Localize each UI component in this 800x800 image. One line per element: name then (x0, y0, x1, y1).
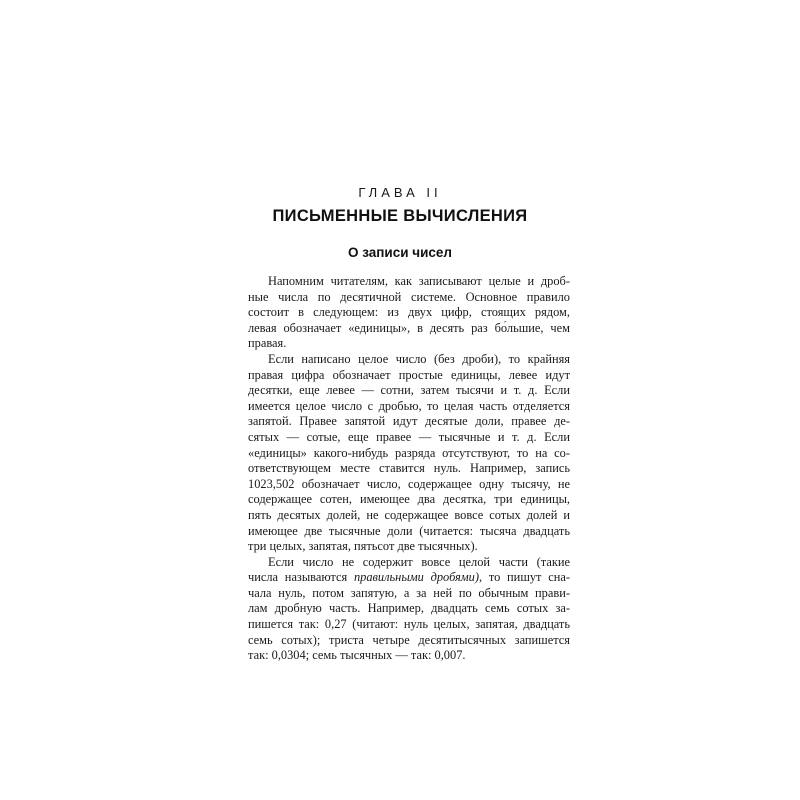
text-line: пять десятых долей, не содержащее вовсе сотых долей и (248, 507, 570, 522)
italic-term: правильными дробями) (353, 570, 479, 585)
paragraph-1 (228, 274, 570, 352)
text-line: так: 0,0304; семь тысячных — так: 0,007. (248, 648, 466, 663)
paragraph-3 (228, 555, 570, 664)
text-line: правая. (248, 336, 287, 351)
chapter-label: ГЛАВА II (358, 185, 442, 200)
text-line: лам дробную часть. Например, двадцать семь сотых за- (248, 601, 570, 616)
text-line: левая обозначает «единицы», в десять раз бо́льшие, чем (248, 320, 570, 335)
body-text (228, 274, 570, 664)
text-line: чала нуль, потом запятую, а за ней по обычным прави- (248, 585, 570, 600)
text-line: запятой. Правее запятой идут десятые доли, правее де- (248, 414, 570, 429)
text-line: десятки, еще левее — сотни, затем тысячи и т. д. Если (248, 383, 570, 398)
text-line: ные числа по десятичной системе. Основное правило (248, 289, 570, 304)
text-line: семь сотых); триста четыре десятитысячных запишется (248, 632, 570, 647)
text-line: Если число не содержит вовсе целой части (такие (268, 554, 570, 569)
text-line: сятых — сотые, еще правее — тысячные и т. д. Если (248, 429, 570, 444)
text-line: три целых, запятая, пятьсот две тысячных). (248, 539, 478, 554)
text-segment: , то пишут сна- (478, 570, 570, 585)
text-line: имеется целое число с дробью, то целая часть отделяется (248, 398, 570, 413)
text-line (228, 570, 570, 586)
section-title: О записи чисел (347, 245, 453, 260)
text-line: имеющее две тысячные доли (читается: тысяча двадцать (248, 523, 570, 538)
text-line: правая цифра обозначает простые единицы, левее идут (248, 367, 570, 382)
chapter-title: ПИСЬМЕННЫЕ ВЫЧИСЛЕНИЯ (272, 207, 528, 225)
text-line: Если написано целое число (без дроби), то крайняя (268, 351, 570, 366)
text-line: 1023,502 обозначает число, содержащее одну тысячу, не (248, 476, 570, 491)
paragraph-2 (228, 352, 570, 555)
text-segment: числа называются (248, 570, 354, 585)
text-line: состоит в следующем: из двух цифр, стоящих рядом, (248, 305, 570, 320)
text-line: «единицы» какого-нибудь разряда отсутствуют, то на со- (248, 445, 570, 460)
text-line: пишется так: 0,27 (читают: нуль целых, запятая, двадцать (248, 617, 570, 632)
text-line: Напомним читателям, как записывают целые и дроб- (268, 274, 570, 288)
text-line: содержащее сотен, имеющее два десятка, три единицы, (248, 492, 570, 507)
text-line: ответствующем месте ставится нуль. Например, запись (248, 461, 570, 476)
